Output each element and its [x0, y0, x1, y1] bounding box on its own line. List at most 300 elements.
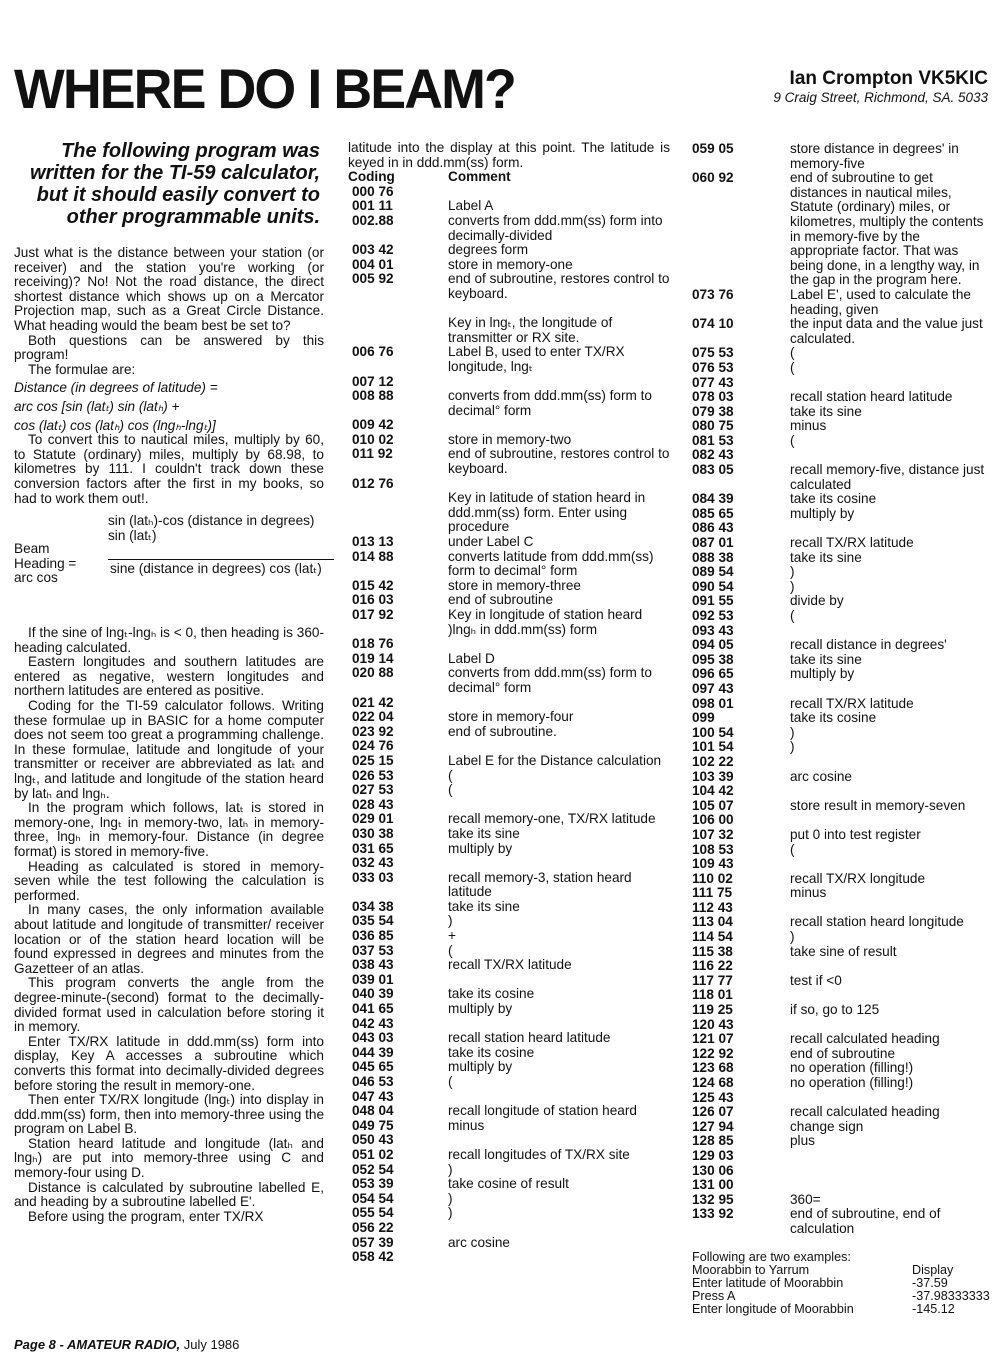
code-value: 043 03 — [352, 1030, 394, 1046]
code-comment: store in memory-two — [448, 431, 572, 447]
code-comment: recall TX/RX longitude — [790, 870, 926, 886]
code-comment: multiply by — [448, 1059, 513, 1075]
code-row — [348, 637, 670, 652]
code-row — [692, 609, 990, 624]
paragraph: Heading as calculated is stored in memory-seven while the test following the calculation is performed. — [14, 858, 324, 903]
code-value: 050 43 — [352, 1132, 394, 1148]
code-row — [692, 434, 990, 449]
code-value: 000 76 — [352, 183, 394, 199]
code-row — [348, 929, 670, 944]
code-row — [692, 492, 990, 507]
code-value: 057 39 — [352, 1234, 394, 1250]
code-comment: converts from ddd.mm(ss) form to decimal° form — [448, 665, 652, 695]
code-row — [348, 754, 670, 769]
code-value: 119 25 — [692, 1002, 733, 1018]
code-value: 097 43 — [692, 680, 734, 696]
code-comment: Label E for the Distance calculation — [448, 752, 662, 768]
code-row — [348, 243, 670, 258]
code-comment: ) — [790, 929, 795, 945]
code-value: 041 65 — [352, 1001, 394, 1017]
code-comment: converts from ddd.mm(ss) form to decimal° form — [448, 388, 652, 418]
code-row — [692, 390, 990, 405]
code-row — [348, 987, 670, 1002]
code-row — [692, 653, 990, 668]
code-comment: recall distance in degrees' — [790, 637, 947, 653]
code-value: 002.88 — [352, 212, 394, 228]
code-comment — [448, 696, 670, 711]
example-row — [692, 1303, 990, 1316]
code-row — [692, 142, 990, 171]
code-row — [692, 1193, 990, 1208]
code-comment — [448, 477, 670, 492]
code-value: 112 43 — [692, 899, 733, 915]
code-comment — [448, 798, 670, 813]
code-value: 007 12 — [352, 373, 394, 389]
paragraph: Station heard latitude and longitude (latₕ and lngₕ) are put into memory-three using C and memory-four using D. — [14, 1135, 324, 1181]
examples-block — [692, 1251, 990, 1316]
code-value: 036 85 — [352, 928, 394, 944]
code-row — [348, 696, 670, 711]
code-value: 033 03 — [352, 869, 394, 885]
code-comment: multiply by — [790, 505, 855, 521]
code-comment: arc cosine — [448, 1234, 510, 1250]
code-value: 010 02 — [352, 431, 394, 447]
code-comment: ( — [448, 942, 453, 958]
code-value: 035 54 — [352, 913, 394, 929]
code-comment: converts latitude from ddd.mm(ss) form to decimal° form — [448, 548, 654, 579]
code-row — [348, 1192, 670, 1207]
code-comment: ) — [448, 1190, 453, 1206]
code-comment: store in memory-one — [448, 256, 573, 272]
code-comment: Key in longitude of station heard )lngₕ in ddd.mm(ss) form — [448, 607, 643, 637]
code-row — [348, 535, 670, 550]
code-value: 019 14 — [352, 650, 394, 666]
code-comment: + — [448, 928, 456, 944]
code-row — [348, 1236, 670, 1251]
comment-header: Comment — [448, 169, 511, 185]
code-value: 083 05 — [692, 462, 734, 478]
code-value: 003 42 — [352, 242, 394, 258]
code-row — [348, 1133, 670, 1148]
code-row — [692, 770, 990, 785]
code-comment: recall station heard longitude — [790, 914, 964, 930]
code-value: 024 76 — [352, 738, 394, 754]
code-value: 012 76 — [352, 475, 394, 491]
code-comment: store in memory-four — [448, 709, 574, 725]
example-row — [692, 1277, 990, 1290]
code-row — [348, 725, 670, 740]
code-row — [692, 594, 990, 609]
code-comment — [448, 375, 670, 390]
code-comment: store in memory-three — [448, 577, 581, 593]
code-row — [348, 418, 670, 433]
code-value: 014 88 — [352, 548, 394, 564]
code-value: 039 01 — [352, 971, 394, 987]
examples-title: Following are two examples: — [692, 1249, 851, 1264]
code-value: 045 65 — [352, 1059, 394, 1075]
paragraph: The formulae are: — [28, 361, 136, 377]
code-row — [692, 1178, 990, 1193]
code-row — [348, 827, 670, 842]
code-row — [348, 871, 670, 900]
code-comment: take its sine — [448, 898, 520, 914]
code-comment: take sine of result — [790, 943, 897, 959]
code-row — [692, 638, 990, 653]
code-comment: recall calculated heading — [790, 1031, 940, 1047]
code-row — [692, 755, 990, 770]
code-value: 109 43 — [692, 856, 734, 872]
paragraph: Eastern longitudes and southern latitudes are entered as negative, western longitudes and northern latitudes are entered as positive. — [14, 654, 324, 699]
paragraph: Both questions can be answered by this program! — [14, 332, 324, 363]
code-comment: recall memory-one, TX/RX latitude — [448, 811, 656, 827]
code-row — [692, 1149, 990, 1164]
code-value: 046 53 — [352, 1074, 394, 1089]
code-value: 076 53 — [692, 359, 734, 375]
code-row — [692, 536, 990, 551]
code-comment: minus — [448, 1117, 485, 1133]
code-row — [348, 973, 670, 988]
code-value: 131 00 — [692, 1177, 734, 1193]
code-value: 053 39 — [352, 1176, 394, 1192]
code-comment: Label B, used to enter TX/RX longitude, lngₜ — [448, 344, 625, 374]
code-comment — [790, 1149, 990, 1164]
code-comment — [448, 1090, 670, 1105]
code-row — [692, 872, 990, 887]
code-value: 081 53 — [692, 432, 734, 448]
code-comment — [448, 973, 670, 988]
code-row — [348, 1075, 670, 1090]
code-value: 101 54 — [692, 739, 734, 755]
code-comment: the input data and the value just calculated. — [790, 316, 983, 346]
author-block — [773, 68, 988, 105]
code-comment: ) — [448, 913, 453, 929]
code-comment: take its cosine — [448, 1044, 535, 1060]
code-comment: multiply by — [448, 1001, 513, 1017]
code-value: 090 54 — [692, 578, 734, 594]
example-value: -37.98333333 — [912, 1288, 990, 1303]
example-value: -145.12 — [912, 1301, 955, 1316]
code-value: 051 02 — [352, 1146, 394, 1162]
code-value: 099 — [692, 710, 715, 726]
code-row — [348, 1250, 670, 1265]
example-label: Enter longitude of Moorabbin — [692, 1301, 854, 1316]
code-row — [692, 580, 990, 595]
code-comment — [790, 755, 990, 770]
beam-formula — [14, 514, 324, 604]
code-value: 130 06 — [692, 1162, 734, 1178]
code-comment: ( — [790, 841, 795, 857]
code-value: 044 39 — [352, 1044, 394, 1060]
formula-line: Distance (in degrees of latitude) = — [14, 380, 218, 396]
column-1 — [14, 140, 324, 1224]
code-value: 132 95 — [692, 1191, 734, 1207]
code-value: 115 38 — [692, 943, 733, 959]
code-comment: ( — [790, 608, 795, 623]
code-value: 027 53 — [352, 782, 394, 798]
code-value: 117 77 — [692, 972, 733, 988]
code-row — [348, 1221, 670, 1236]
code-value: 102 22 — [692, 753, 734, 769]
code-value: 103 39 — [692, 768, 734, 784]
paragraph: Then enter TX/RX longitude (lngₜ) into display in ddd.mm(ss) form, then into memory-three using the program on Label B. — [14, 1092, 324, 1137]
code-value: 011 92 — [352, 446, 393, 462]
code-row — [348, 1119, 670, 1134]
code-row — [348, 914, 670, 929]
code-comment — [448, 1221, 670, 1236]
code-row — [348, 1046, 670, 1061]
paragraph: Enter TX/RX latitude in ddd.mm(ss) form into display, Key A accesses a subroutine which converts this format into decimally-divided degrees before storing the result in memory-one. — [14, 1033, 324, 1093]
code-row — [692, 565, 990, 580]
column-lead-text: latitude into the display at this point. The latitude is keyed in in ddd.mm(ss) form. — [348, 140, 670, 170]
code-comment — [790, 448, 990, 463]
code-comment: ( — [790, 345, 795, 361]
code-comment: ( — [790, 359, 795, 375]
code-row — [348, 1206, 670, 1221]
code-row — [348, 1163, 670, 1178]
page-footer — [14, 1337, 239, 1352]
code-row — [348, 900, 670, 915]
code-value: 123 68 — [692, 1060, 734, 1076]
code-value: 084 39 — [692, 491, 734, 507]
code-comment: take its sine — [448, 825, 520, 841]
code-value: 004 01 — [352, 256, 394, 272]
author-name: Ian Crompton VK5KIC — [789, 68, 988, 89]
code-comment — [790, 857, 990, 872]
code-comment: ) — [790, 739, 795, 755]
code-row — [348, 783, 670, 798]
code-row — [692, 726, 990, 741]
code-row — [692, 521, 990, 536]
code-value: 095 38 — [692, 651, 734, 667]
code-row — [348, 214, 670, 243]
example-value: Display — [912, 1262, 954, 1277]
code-value: 116 22 — [692, 958, 733, 974]
code-row — [692, 419, 990, 434]
code-value: 079 38 — [692, 403, 734, 419]
code-value: 074 10 — [692, 316, 734, 332]
code-row — [348, 1104, 670, 1119]
paragraph: In many cases, the only information available about latitude and longitude of transmitter/ receiver location or of the station heard location will be found expressed in degrees and minutes from the Gazetteer of an atlas. — [14, 902, 324, 976]
code-value: 100 54 — [692, 724, 734, 740]
coding-header: Coding — [348, 169, 395, 185]
code-value: 022 04 — [352, 709, 394, 725]
example-row — [692, 1290, 990, 1303]
code-row — [348, 1060, 670, 1075]
code-comment — [790, 988, 990, 1003]
code-value: 113 04 — [692, 914, 733, 930]
code-comment: end of subroutine, restores control to keyboard. — [448, 446, 670, 477]
code-row — [348, 652, 670, 667]
code-comment: under Label C — [448, 534, 534, 550]
code-value: 082 43 — [692, 447, 734, 463]
code-row — [692, 1134, 990, 1149]
code-row — [348, 1017, 670, 1032]
code-comment: recall memory-3, station heard latitude — [448, 869, 632, 900]
code-value: 114 54 — [692, 929, 733, 945]
formula-line: cos (latₜ) cos (latₕ) cos (lngₕ-lngₜ)] — [14, 417, 216, 433]
code-comment — [790, 901, 990, 916]
code-row — [348, 812, 670, 827]
code-row — [692, 551, 990, 566]
code-value: 073 76 — [692, 286, 734, 302]
code-value: 020 88 — [352, 665, 394, 681]
code-value: 110 02 — [692, 870, 733, 886]
code-value: 032 43 — [352, 855, 394, 871]
code-comment: ) — [790, 564, 795, 580]
code-value: 030 38 — [352, 825, 394, 841]
code-row — [692, 915, 990, 930]
code-value: 104 42 — [692, 783, 734, 799]
code-value: 106 00 — [692, 812, 734, 828]
code-value: 092 53 — [692, 608, 734, 623]
example-label: Enter latitude of Moorabbin — [692, 1275, 844, 1290]
code-comment — [790, 959, 990, 974]
code-comment: Key in latitude of station heard in ddd.mm(ss) form. Enter using procedure — [448, 490, 646, 535]
code-value: 107 32 — [692, 826, 734, 842]
code-row — [348, 1090, 670, 1105]
code-row — [348, 550, 670, 579]
code-row — [692, 1032, 990, 1047]
code-value: 013 13 — [352, 534, 394, 550]
code-value: 055 54 — [352, 1205, 394, 1221]
intro-blurb: The following program was written for the TI-59 calculator, but it should easily convert to other programmable units. — [29, 140, 320, 228]
code-value: 075 53 — [692, 345, 734, 361]
code-comment: recall TX/RX latitude — [790, 695, 914, 711]
code-comment: divide by — [790, 593, 844, 609]
code-comment: put 0 into test register — [790, 826, 921, 842]
code-comment: converts from ddd.mm(ss) form into decimally-divided — [448, 212, 663, 243]
code-row — [692, 930, 990, 945]
code-value — [348, 316, 448, 345]
code-value: 126 07 — [692, 1104, 734, 1120]
code-row — [692, 463, 990, 492]
code-comment: take its cosine — [790, 710, 877, 726]
code-row — [692, 624, 990, 639]
code-comment: end of subroutine — [448, 592, 554, 608]
code-value: 086 43 — [692, 520, 734, 536]
code-value: 121 07 — [692, 1031, 734, 1047]
code-value: 038 43 — [352, 957, 394, 973]
code-row — [692, 886, 990, 901]
code-row — [348, 375, 670, 390]
paragraph: Distance is calculated by subroutine labelled E, and heading by a subroutine labelled E'. — [14, 1179, 324, 1210]
code-comment: Label D — [448, 650, 495, 666]
code-row — [348, 798, 670, 813]
code-row — [348, 739, 670, 754]
code-comment: test if <0 — [790, 972, 842, 988]
code-value: 001 11 — [352, 198, 393, 214]
code-value: 118 01 — [692, 987, 733, 1003]
code-row — [692, 711, 990, 726]
code-value: 026 53 — [352, 767, 394, 783]
beam-numerator: sin (latₕ)-cos (distance in degrees) sin (latₜ) — [108, 513, 315, 543]
code-comment: take its cosine — [790, 491, 877, 507]
code-comment: recall station heard latitude — [448, 1030, 611, 1046]
code-value: 021 42 — [352, 694, 394, 710]
code-value: 133 92 — [692, 1206, 734, 1222]
code-value: 018 76 — [352, 636, 394, 652]
code-value: 056 22 — [352, 1219, 394, 1235]
code-comment: change sign — [790, 1118, 864, 1134]
code-comment: 360= — [790, 1191, 821, 1207]
code-comment: take its cosine — [448, 986, 535, 1002]
formula-line: arc cos [sin (latₜ) sin (latₕ) + — [14, 398, 180, 414]
code-row — [692, 857, 990, 872]
code-value: 031 65 — [352, 840, 394, 856]
code-comment: recall memory-five, distance just calculated — [790, 462, 985, 492]
code-comment: ) — [448, 1205, 453, 1221]
code-row — [692, 317, 990, 346]
code-row — [348, 477, 670, 492]
code-value: 049 75 — [352, 1117, 394, 1133]
code-row — [348, 579, 670, 594]
code-row — [348, 593, 670, 608]
code-comment: ( — [790, 432, 795, 448]
code-value: 052 54 — [352, 1161, 394, 1177]
code-row — [692, 813, 990, 828]
code-comment — [448, 418, 670, 433]
example-row — [692, 1264, 990, 1277]
code-value: 016 03 — [352, 592, 394, 608]
code-row — [348, 1002, 670, 1017]
code-comment: plus — [790, 1133, 815, 1149]
code-row — [692, 1076, 990, 1091]
code-value: 088 38 — [692, 549, 734, 565]
code-value: 006 76 — [352, 344, 394, 360]
code-comment: end of subroutine. — [448, 723, 557, 739]
code-comment — [790, 1178, 990, 1193]
footer-date: July 1986 — [180, 1337, 240, 1352]
code-comment: recall calculated heading — [790, 1104, 940, 1120]
code-row — [348, 491, 670, 535]
code-value: 023 92 — [352, 723, 394, 739]
code-value: 128 85 — [692, 1133, 734, 1149]
code-value: 091 55 — [692, 593, 734, 609]
fraction-rule — [108, 559, 334, 560]
code-value: 078 03 — [692, 389, 734, 405]
code-comment: arc cosine — [790, 768, 852, 784]
code-value: 005 92 — [352, 271, 394, 287]
code-value: 089 54 — [692, 564, 734, 580]
code-row — [692, 1091, 990, 1106]
code-row — [692, 1164, 990, 1179]
code-comment: Label A — [448, 198, 494, 214]
code-value: 096 65 — [692, 666, 734, 682]
code-row — [348, 666, 670, 695]
code-comment: store result in memory-seven — [790, 797, 966, 813]
paragraph: If the sine of lngₜ-lngₕ is < 0, then heading is 360-heading calculated. — [14, 625, 324, 655]
code-comment — [790, 376, 990, 391]
code-row — [692, 784, 990, 799]
code-row — [692, 448, 990, 463]
code-value: 077 43 — [692, 374, 734, 390]
code-row — [692, 1120, 990, 1135]
beam-label: Beam Heading = arc cos — [14, 541, 77, 586]
code-row — [692, 405, 990, 420]
code-value — [348, 491, 448, 535]
code-value: 040 39 — [352, 986, 394, 1002]
code-comment: ) — [790, 578, 795, 594]
code-row — [348, 302, 670, 317]
paragraph: Coding for the TI-59 calculator follows. Writing these formulae up in BASIC for a home computer does not seem too great a programming challenge. In these formulae, latitude and longitude of your transmitter or receiver are abbreviated as latₜ and lngₜ, and latitude and longitude of the station heard by latₕ and lngₕ. — [14, 698, 324, 801]
code-value: 009 42 — [352, 417, 394, 433]
code-row — [692, 667, 990, 682]
code-row — [348, 769, 670, 784]
code-listing — [348, 185, 670, 1265]
code-comment: recall TX/RX latitude — [448, 957, 572, 973]
code-comment: take its sine — [790, 651, 862, 667]
code-row — [692, 974, 990, 989]
